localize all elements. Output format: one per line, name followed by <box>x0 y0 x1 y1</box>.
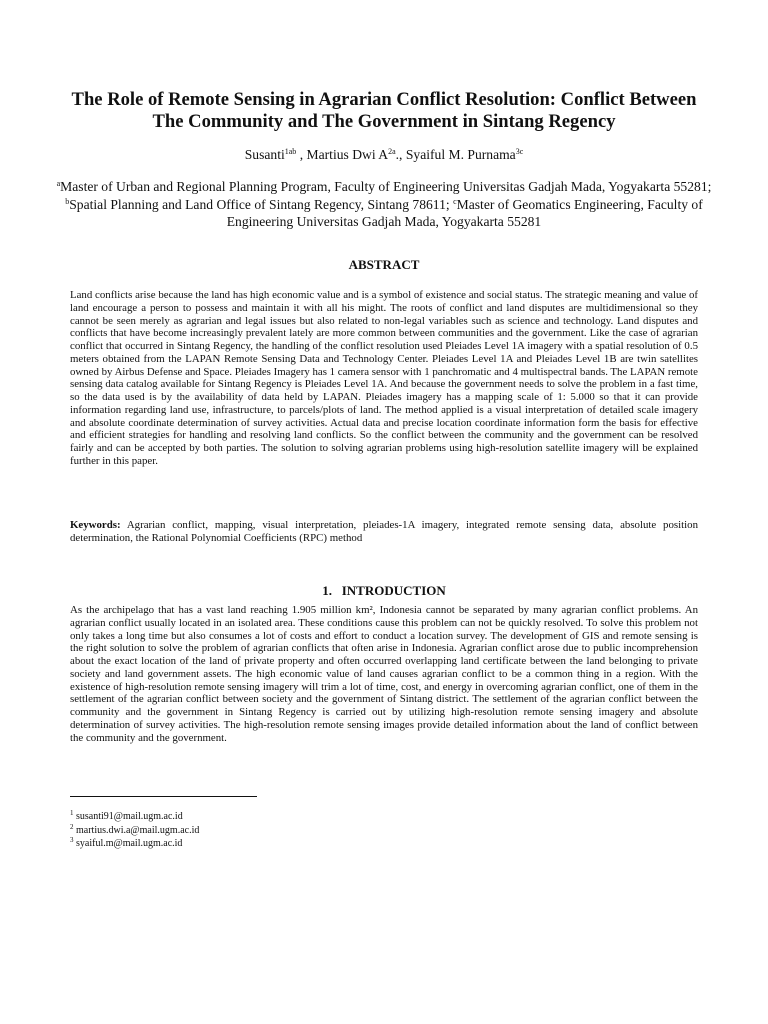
footnote-email: martius.dwi.a@mail.ugm.ac.id <box>76 824 200 836</box>
footnote-number: 3 <box>70 836 74 844</box>
affiliation-mark: c <box>453 196 457 206</box>
section-heading-introduction: 1. INTRODUCTION <box>322 583 446 598</box>
author-affiliation-mark: 1ab <box>284 147 297 156</box>
footnote-number: 2 <box>70 822 74 831</box>
abstract-heading: ABSTRACT <box>348 257 420 272</box>
affiliation-mark: a <box>56 179 61 188</box>
footnotes <box>70 810 470 851</box>
affiliation-text: Spatial Planning and Land Office of Sintang Regency, Sintang 78611; <box>69 196 454 212</box>
footnote-item <box>70 837 470 851</box>
author-name: Martius Dwi A <box>306 147 389 162</box>
affiliation-mark: b <box>65 196 70 206</box>
keywords-text: Agrarian conflict, mapping, visual interpretation, pleiades-1A imagery, integrated remote sensing data, absolute position determination, the Rational Polynomial Coefficients (RPC) method <box>70 519 698 544</box>
author-name: Susanti <box>244 147 285 162</box>
author-affiliation-mark: 2a <box>388 147 396 156</box>
footnote-item <box>70 824 470 838</box>
footnote-email: syaiful.m@mail.ugm.ac.id <box>76 838 183 849</box>
author-name: Syaiful M. Purnama <box>405 147 516 162</box>
keywords-paragraph <box>70 519 698 545</box>
affiliation-text: Master of Urban and Regional Planning Program, Faculty of Engineering Universitas Gadjah Mada, Yogyakarta 55281; <box>60 179 712 194</box>
affiliation-text: Master of Geomatics Engineering, Faculty of Engineering Universitas Gadjah Mada, Yogyakarta 55281 <box>226 196 703 229</box>
author-affiliation-mark: 3c <box>515 147 524 156</box>
paper-title: The Role of Remote Sensing in Agrarian Conflict Resolution: Conflict Between The Community and The Government in Sintang Regency <box>71 89 697 132</box>
affiliation-block <box>56 178 712 231</box>
footnote-email: susanti91@mail.ugm.ac.id <box>76 811 183 822</box>
introduction-text: As the archipelago that has a vast land reaching 1.905 million km², Indonesia cannot be separated by many agrarian conflict problems. An agrarian conflict usually located in an isolated area. These conditions cause this problem can not be quickly resolved. To solve this problem not only takes a long time but also consumes a lot of costs and effort to conduct a location survey. The development of GIS and remote sensing is the right solution to solve the problem of agrarian conflicts that often arise in Indonesia. Agrarian conflict arose due to public incomprehension about the exact location of the land of private property and often occurred overlapping land certificate between the land belonging to private society and land government assets. The high economic value of land causes agrarian conflict to be a common thing in a region. With the existence of high-resolution remote sensing imagery will trim a lot of time, cost, and energy in overcoming agrarian conflict, one of them in the settlement of the agrarian conflict between society and the government of Sintang district. The settlement of the agrarian conflict between the community and the government in Sintang Regency is carried out by utilizing high-resolution remote sensing imagery and absolute determination of survey activities. The high-resolution remote sensing images provide detailed information about the land of conflict between the community and the government. <box>70 604 698 744</box>
keywords-label: Keywords: <box>70 519 121 531</box>
footnote-divider <box>70 796 257 797</box>
author-list <box>56 146 712 164</box>
footnote-item <box>70 810 470 824</box>
abstract-text: Land conflicts arise because the land has high economic value and is a symbol of existence and social status. The strategic meaning and value of land encourage a person to possess and maintain it with all his might. The roots of conflict and land disputes are multidimensional so they cannot be seen merely as agrarian and legal issues but also related to non-legal variables such as science and technology. Land disputes and conflicts that have become increasingly prevalent lately are more common between communities and the government. Like the case of agrarian conflict that occurred in Sintang Regency, the handling of the conflict resolution used Pleiades Level 1A imagery with a spatial resolution of 0.5 meters obtained from the LAPAN Remote Sensing Data and Technology Center. Pleiades Level 1A and Pleiades Level 1B are twin satellites owned by Airbus Defense and Space. Pleiades Imagery has 1 camera sensor with 1 panchromatic and 4 multispectral bands. The LAPAN remote sensing data catalog available for Sintang Regency is Pleiades Level 1A. And because the government needs to solve the problem in a fast time, so the data used is by the availability of data held by LAPAN. Pleiades imagery has a mapping scale of 1: 5.000 so that it can provide information regarding land use, infrastructure, to parcels/plots of land. The method applied is a visual interpretation of detailed scale imagery and absolute coordinate determination of survey activities. Actual data and precise location coordinate information form the basis for effective and efficient strategies for handling and resolving land conflicts. So the conflict between the community and the government can be resolved fairly and can be accepted by both parties. The solution to solving agrarian problems using high-resolution satellite imagery will be explained further in this paper. <box>70 289 698 467</box>
footnote-number: 1 <box>70 809 74 817</box>
author-separator: , <box>296 147 307 162</box>
author-separator: ., <box>395 147 406 162</box>
